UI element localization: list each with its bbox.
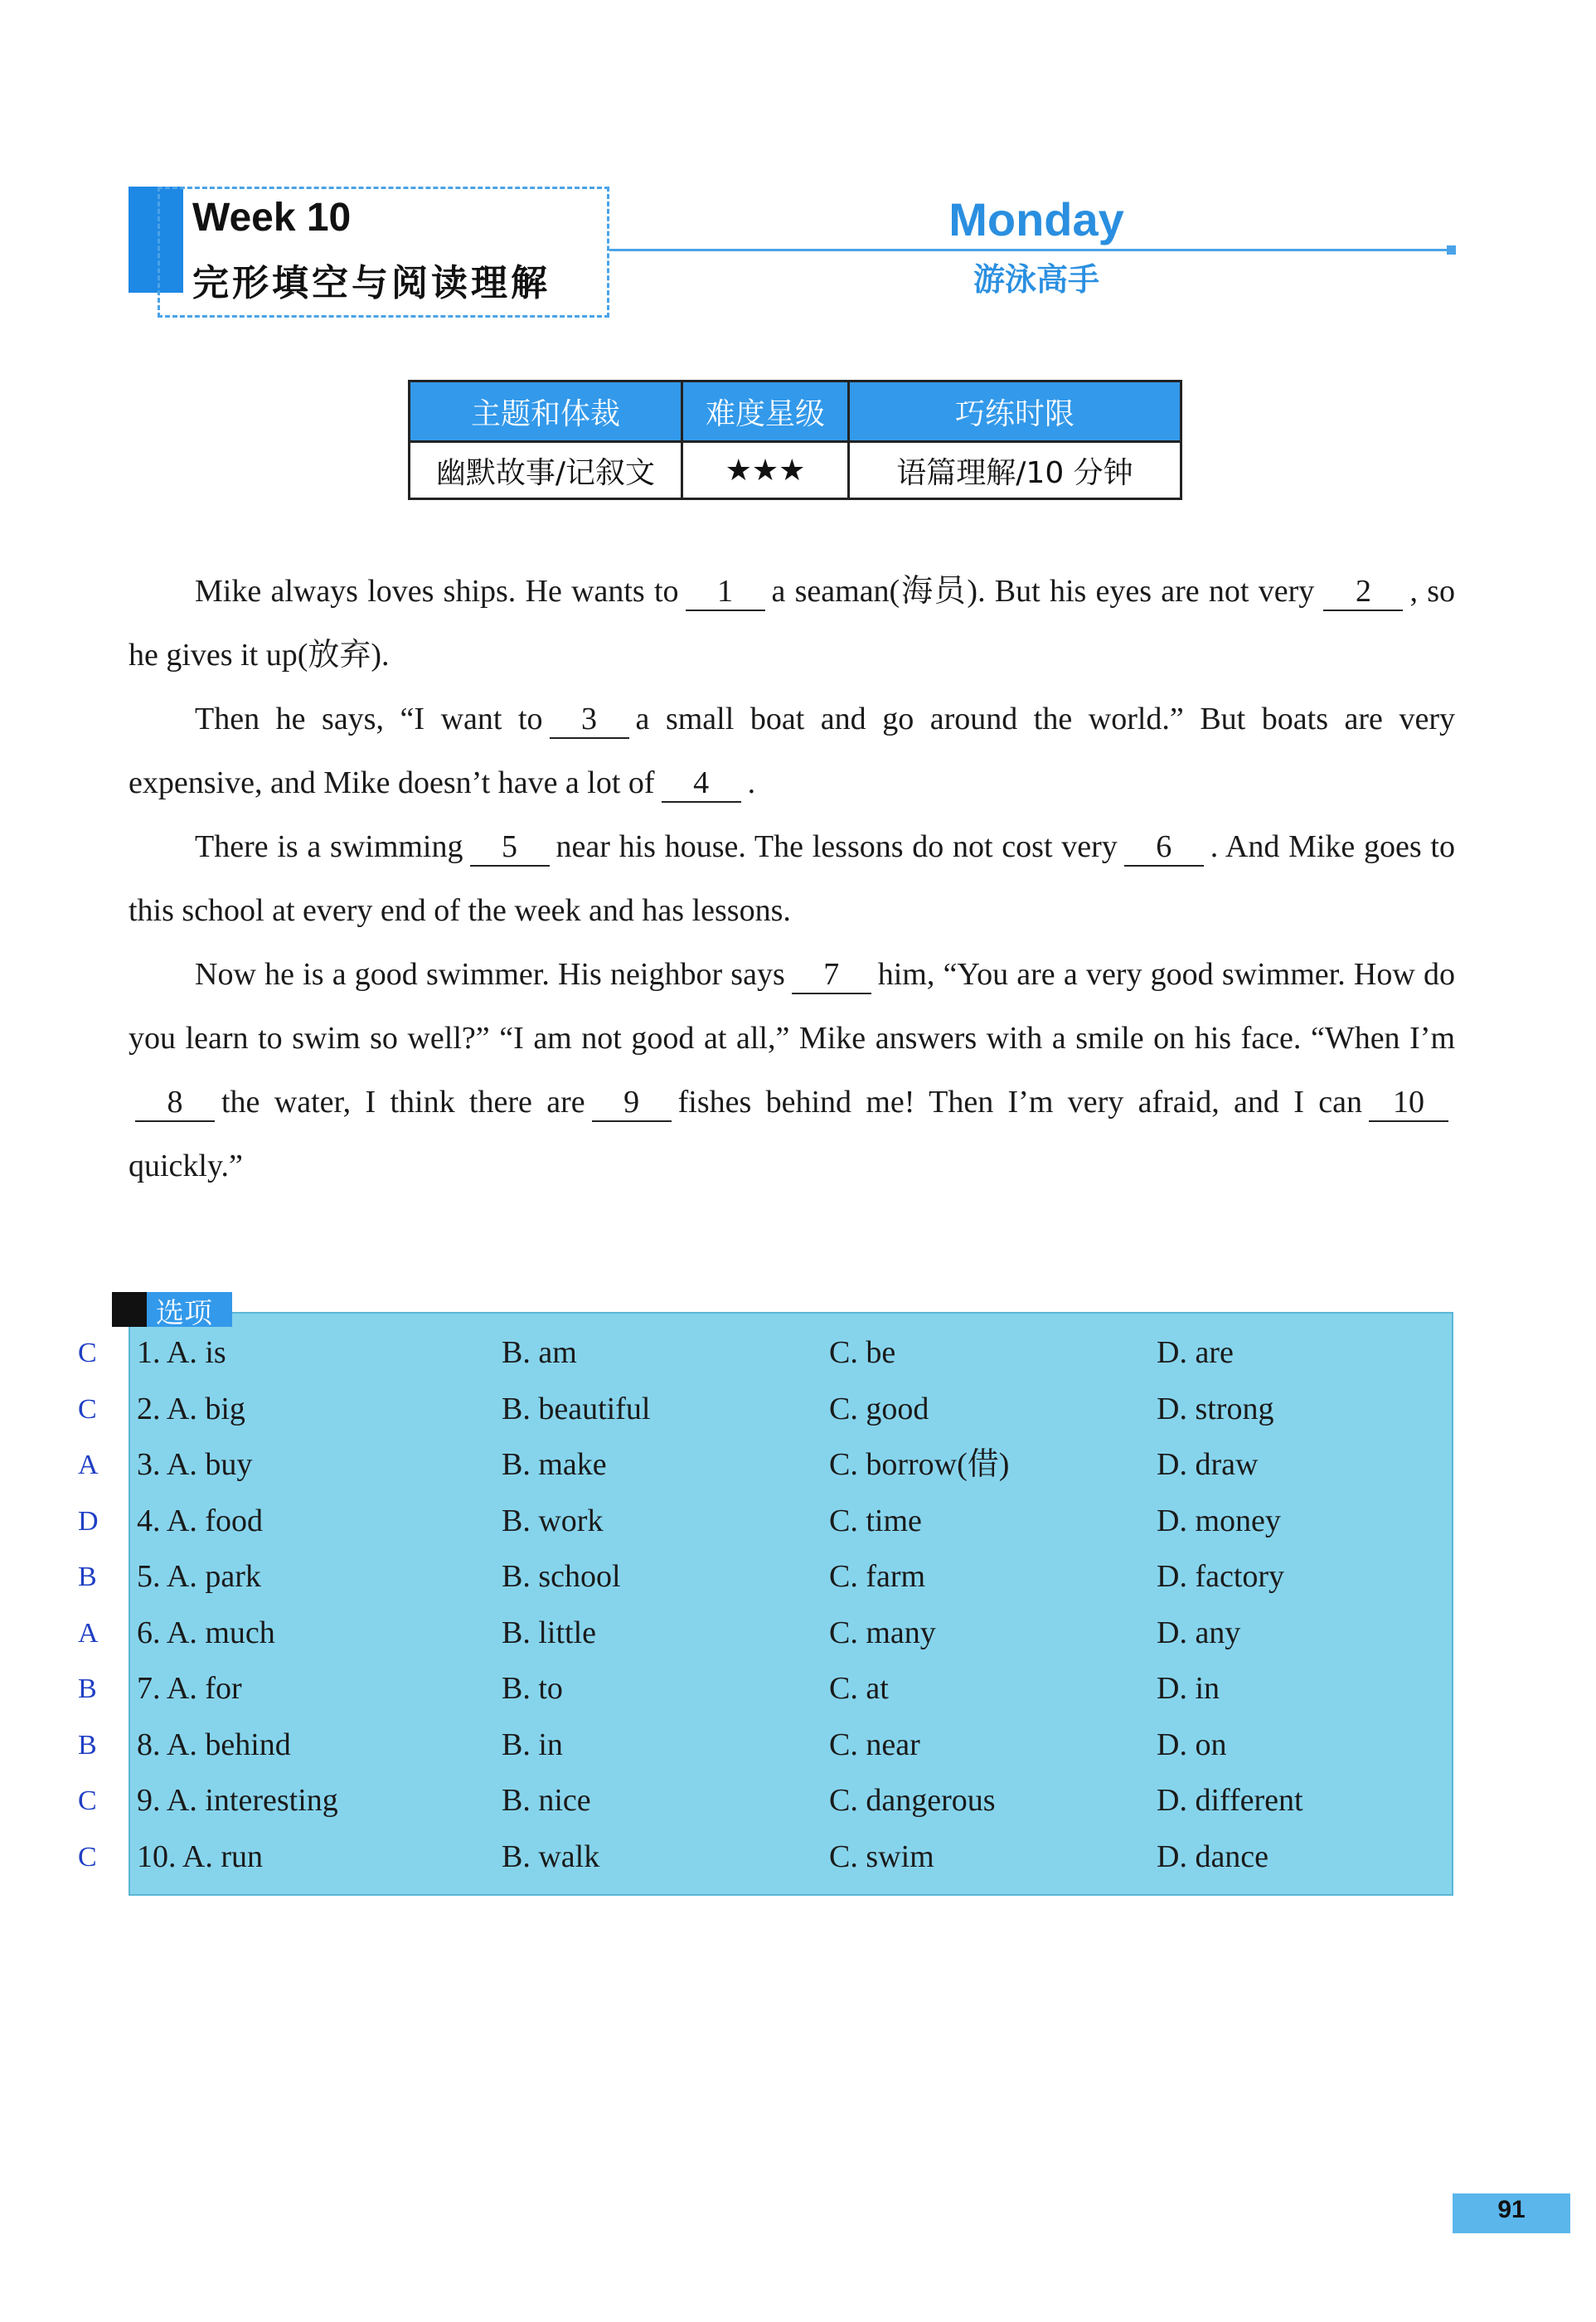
blank-10: 10 (1369, 1084, 1448, 1122)
option-b: B. beautiful (502, 1391, 651, 1426)
option-c: C. near (829, 1727, 920, 1762)
option-row (0, 1437, 1596, 1493)
header-rule-end (1447, 245, 1456, 255)
option-a: 2. A. big (137, 1391, 245, 1426)
handwritten-answer: B (78, 1562, 97, 1592)
option-b: B. work (502, 1503, 604, 1538)
option-a: 4. A. food (137, 1503, 263, 1538)
text: There is a swimming (195, 829, 463, 864)
text: , so he gives it up(放弃). (129, 574, 1456, 673)
option-row (0, 1549, 1596, 1605)
text: a seaman(海员). But his eyes are not very (771, 574, 1315, 609)
blank-4: 4 (662, 765, 741, 803)
option-a: 10. A. run (137, 1839, 263, 1874)
option-c: C. borrow(借) (829, 1447, 1010, 1482)
text: near his house. The lessons do not cost very (555, 829, 1118, 864)
blank-1: 1 (686, 573, 765, 611)
header-rule (609, 249, 1451, 251)
page-number: 91 (1497, 2196, 1526, 2223)
option-a: 8. A. behind (137, 1727, 291, 1762)
text: fishes behind me! Then I’m very afraid, and I can (677, 1085, 1362, 1120)
info-table-value-row (410, 442, 1181, 499)
option-c: C. many (829, 1615, 936, 1650)
info-value-time: 语篇理解/10 分钟 (849, 442, 1181, 499)
blank-9: 9 (592, 1084, 672, 1122)
text: a small boat and go around the world.” But boats are very expensive, and Mike doesn’t have a lot of (129, 702, 1455, 800)
option-d: D. in (1157, 1671, 1220, 1706)
option-row (0, 1829, 1596, 1885)
option-a: 9. A. interesting (137, 1783, 338, 1818)
text: the water, I think there are (221, 1085, 585, 1120)
option-row (0, 1325, 1596, 1381)
day-subtitle: 游泳高手 (973, 261, 1099, 298)
blank-3: 3 (550, 701, 629, 739)
option-b: B. to (502, 1671, 563, 1706)
option-a: 5. A. park (137, 1559, 261, 1594)
text: Mike always loves ships. He wants to (195, 574, 679, 609)
option-c: C. time (829, 1503, 922, 1538)
option-row (0, 1773, 1596, 1829)
option-b: B. make (502, 1447, 607, 1482)
option-d: D. dance (1157, 1839, 1269, 1874)
paragraph-4 (129, 943, 1455, 1198)
option-b: B. in (502, 1727, 563, 1762)
option-a: 3. A. buy (137, 1447, 253, 1482)
day-title: Monday (948, 193, 1124, 245)
option-row (0, 1382, 1596, 1437)
option-b: B. nice (502, 1783, 591, 1818)
cloze-passage (129, 560, 1455, 1198)
text: him, “You are a very good swimmer. How do you learn to swim so well?” “I am not good at all,” Mike answers with a smile on his face. “When I’m (129, 957, 1455, 1056)
handwritten-answer: D (78, 1505, 99, 1537)
info-table (408, 380, 1182, 500)
option-b: B. little (502, 1615, 596, 1650)
week-title: Week 10 (192, 196, 352, 240)
paragraph-1 (129, 560, 1455, 687)
handwritten-answer: C (78, 1338, 97, 1368)
options-label: 选项 (156, 1297, 212, 1330)
option-c: C. good (829, 1391, 929, 1426)
text: . (747, 765, 756, 800)
blank-7: 7 (792, 956, 871, 994)
option-row (0, 1661, 1596, 1717)
option-c: C. at (829, 1671, 889, 1706)
blank-5: 5 (470, 828, 550, 867)
option-row (0, 1717, 1596, 1773)
text: Then he says, “I want to (195, 702, 543, 736)
option-a: 1. A. is (137, 1335, 226, 1370)
info-table-header-row (410, 381, 1181, 442)
option-d: D. on (1157, 1727, 1227, 1762)
option-a: 6. A. much (137, 1615, 275, 1650)
option-d: D. any (1157, 1615, 1241, 1650)
option-row (0, 1494, 1596, 1549)
handwritten-answer: B (78, 1729, 97, 1761)
text: quickly.” (129, 1149, 243, 1183)
handwritten-answer: A (78, 1450, 99, 1480)
blank-8: 8 (135, 1084, 215, 1122)
blank-6: 6 (1124, 828, 1204, 867)
handwritten-answer: C (78, 1841, 97, 1873)
option-row (0, 1605, 1596, 1661)
info-header-difficulty: 难度星级 (682, 381, 849, 442)
paragraph-3 (129, 815, 1455, 943)
blank-2: 2 (1323, 573, 1403, 611)
option-c: C. swim (829, 1839, 934, 1874)
option-d: D. factory (1157, 1559, 1285, 1594)
handwritten-answer: A (78, 1617, 99, 1649)
option-c: C. farm (829, 1559, 926, 1594)
option-b: B. am (502, 1335, 577, 1370)
option-d: D. money (1157, 1503, 1281, 1538)
text: . And Mike goes to this school at every end of the week and has lessons. (129, 829, 1455, 928)
option-c: C. dangerous (829, 1783, 996, 1818)
paragraph-2 (129, 687, 1455, 815)
option-b: B. school (502, 1559, 621, 1594)
options-tag-square (112, 1292, 147, 1327)
option-d: D. strong (1157, 1391, 1274, 1426)
option-d: D. are (1157, 1335, 1234, 1370)
handwritten-answer: C (78, 1393, 97, 1425)
option-b: B. walk (502, 1839, 600, 1874)
info-header-topic: 主题和体裁 (410, 381, 682, 442)
option-d: D. draw (1157, 1447, 1259, 1482)
text: Now he is a good swimmer. His neighbor says (195, 957, 785, 992)
handwritten-answer: B (78, 1673, 97, 1704)
option-c: C. be (829, 1335, 896, 1370)
option-a: 7. A. for (137, 1671, 242, 1706)
info-header-time: 巧练时限 (849, 381, 1181, 442)
handwritten-answer: C (78, 1785, 97, 1816)
week-subtitle: 完形填空与阅读理解 (192, 262, 551, 304)
info-value-topic: 幽默故事/记叙文 (410, 442, 682, 499)
info-value-difficulty: ★★★ (682, 442, 849, 499)
option-d: D. different (1157, 1783, 1303, 1818)
